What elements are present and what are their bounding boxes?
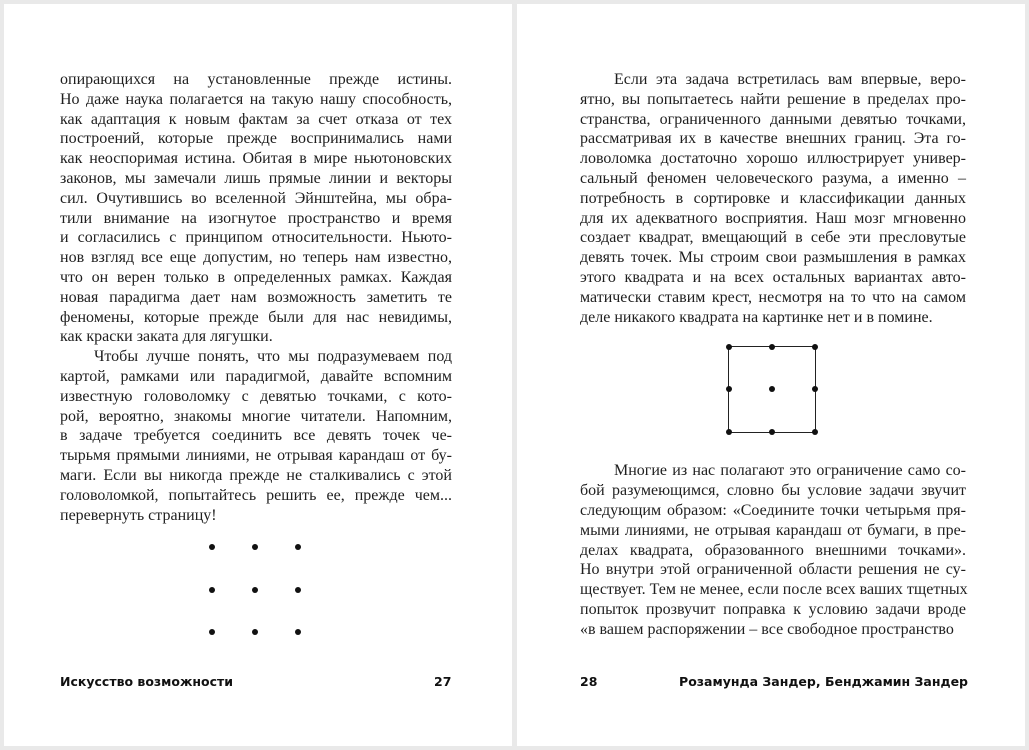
text-line: Но внутри этой ограниченной области решения не су- [580,561,966,579]
text-line: деле никакого квадрата на картинке нет и в помине. [580,308,933,326]
dot [209,544,215,550]
text-line: делах квадрата, образованного внешними точками». [580,541,966,559]
text-line: маги. Если вы никогда прежде не сталкивались с этой [60,466,452,484]
text-line: известную головоломку с девятью точками, с кото- [60,387,452,405]
text-line: как краски заката для лягушки. [60,328,273,346]
text-line: ловоломка достаточно хорошо иллюстрирует универ- [580,150,966,168]
text-line: «в вашем распоряжении – все свободное пространство [580,620,954,638]
text-line: Если эта задача встретилась вам впервые, веро- [614,71,966,88]
text-line: тырьмя прямыми линиями, не отрывая карандаш от бу- [60,447,452,465]
text-line: как адаптация к новым фактам за счет отказа от тех [60,110,452,128]
text-line: создает квадрат, вмещающий в себе эти пресловутые [580,229,966,247]
running-title: Искусство возможности [60,674,234,689]
dot [812,429,818,435]
text-line: для их адекватного восприятия. Наш мозг мгновенно [580,209,966,227]
text-line: матически ставим крест, несмотря на то что на самом [580,288,966,306]
dot [812,344,818,350]
dot [812,386,818,392]
text-line: этого квадрата и на всех остальных вариантах авто- [580,268,966,286]
text-line: что он верен только в определенных рамках. Каждая [60,268,452,286]
text-line: законов, мы замечали лишь прямые линии и векторы [60,169,452,187]
text-line: сальный феномен человеческого разума, а именно – [580,169,966,187]
text-line: тили внимание на изогнутое пространство и время [60,209,452,227]
dot [209,587,215,593]
text-line: девять точек. Мы строим свои размышления в рамках [580,249,966,267]
text-line: потребность в сортировке и классификации данных [580,189,966,207]
text-line: Многие из нас полагают это ограничение само со- [614,462,966,480]
text-line: сил. Очутившись во вселенной Эйнштейна, мы обра- [60,189,452,207]
dot [295,587,301,593]
text-line: как неоспоримая истина. Обитая в мире ньютоновских [60,150,452,168]
text-line: попыток прозвучит поправка к условию задачи вроде [580,600,966,618]
text-line: в задаче требуется соединить все девять точек че- [60,427,452,445]
right-page [517,4,1025,746]
text-line: и согласились с принципом относительности. Ньюто- [60,229,452,247]
dot [769,429,775,435]
text-line: головоломкой, попытайтесь решить ее, прежде чем... [60,486,452,504]
dot [726,429,732,435]
left-page-text [60,70,452,525]
text-line: перевернуть страницу! [60,506,217,524]
dot [252,629,258,635]
paragraph [60,347,452,525]
dot [726,344,732,350]
page-number: 27 [434,674,452,689]
text-line: нов взгляд все еще допустим, но теперь нам известно, [60,249,452,267]
text-line: картой, рамками или парадигмой, давайте вспомним [60,367,452,385]
left-page [4,4,512,746]
text-line: рассматривая их в качестве внешних границ. Эта го- [580,130,966,148]
text-line: следующим образом: «Соедините точки четырьмя пря- [580,501,966,519]
text-line: новая парадигма дает нам возможность заметить те [60,288,452,306]
running-authors: Розамунда Зандер, Бенджамин Зандер [679,674,968,689]
dot [209,629,215,635]
paragraph [580,70,966,327]
text-line: опирающихся на установленные прежде истины. [60,71,452,88]
text-line: мыми линиями, не отрывая карандаш от бумаги, в пре- [580,521,966,539]
text-line: Но даже наука полагается на такую нашу способность, [60,90,452,108]
text-line: феномены, которые прежде были для нас невидимы, [60,308,452,326]
text-line: Чтобы лучше понять, что мы подразумеваем под [94,348,452,366]
dot [252,587,258,593]
dot [252,544,258,550]
text-line: рой, вероятно, знакомы многие читатели. Напомним, [60,407,452,425]
text-line: ществует. Тем не менее, если после всех ваших тщетных [580,581,968,599]
dot [295,544,301,550]
text-line: бой разумеющимся, словно бы условие задачи звучит [580,482,966,500]
paragraph [580,461,966,639]
page-number: 28 [580,674,598,689]
text-line: построений, которые прежде воспринимались нами [60,130,452,148]
dot [726,386,732,392]
paragraph [60,70,452,347]
dot [769,386,775,392]
dot [769,344,775,350]
text-line: ятно, вы попытаетесь найти решение в пределах про- [580,90,966,108]
text-line: странства, ограниченного данными девятью точками, [580,110,966,128]
dot [295,629,301,635]
